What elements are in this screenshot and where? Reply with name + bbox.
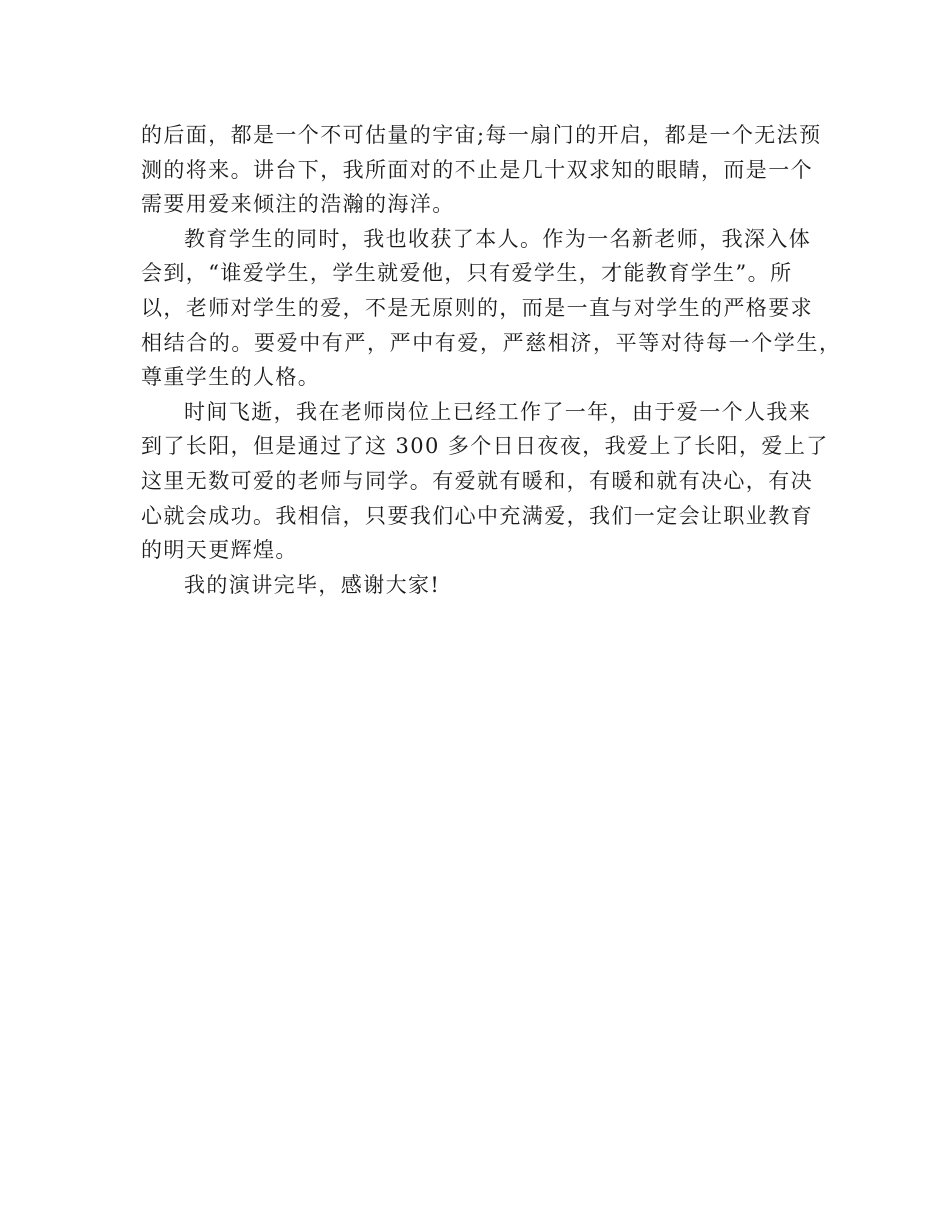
paragraph-2-line-1: 教育学生的同时，我也收获了本人。作为一名新老师，我深入体 bbox=[184, 226, 812, 251]
paragraph-2-line-5: 尊重学生的人格。 bbox=[141, 365, 321, 390]
speech-text bbox=[141, 118, 842, 602]
paragraph-3-line-2: 到了长阳，但是通过了这 300 多个日日夜夜，我爱上了长阳，爱上了 bbox=[141, 434, 829, 459]
paragraph-1-line-1: 的后面，都是一个不可估量的宇宙;每一扇门的开启，都是一个无法预 bbox=[141, 123, 822, 147]
paragraph-2-line-3: 以，老师对学生的爱，不是无原则的，而是一直与对学生的严格要求 bbox=[141, 295, 813, 320]
paragraph-3-line-5: 的明天更辉煌。 bbox=[141, 538, 298, 563]
paragraph-1-line-2: 测的将来。讲台下，我所面对的不止是几十双求知的眼睛，而是一个 bbox=[141, 157, 813, 182]
paragraph-3-line-1: 时间飞逝，我在老师岗位上已经工作了一年，由于爱一个人我来 bbox=[184, 399, 812, 424]
paragraph-1-line-3: 需要用爱来倾注的浩瀚的海洋。 bbox=[141, 192, 455, 217]
paragraph-2-line-2: 会到，“谁爱学生，学生就爱他，只有爱学生，才能教育学生”。所 bbox=[141, 261, 793, 286]
paragraph-3-line-3: 这里无数可爱的老师与同学。有爱就有暖和，有暖和就有决心，有决 bbox=[141, 468, 813, 493]
paragraph-3-line-4: 心就会成功。我相信，只要我们心中充满爱，我们一定会让职业教育 bbox=[141, 503, 813, 528]
paragraph-2-line-4: 相结合的。要爱中有严，严中有爱，严慈相济，平等对待每一个学生， bbox=[141, 330, 842, 355]
closing-line: 我的演讲完毕，感谢大家! bbox=[184, 572, 441, 597]
